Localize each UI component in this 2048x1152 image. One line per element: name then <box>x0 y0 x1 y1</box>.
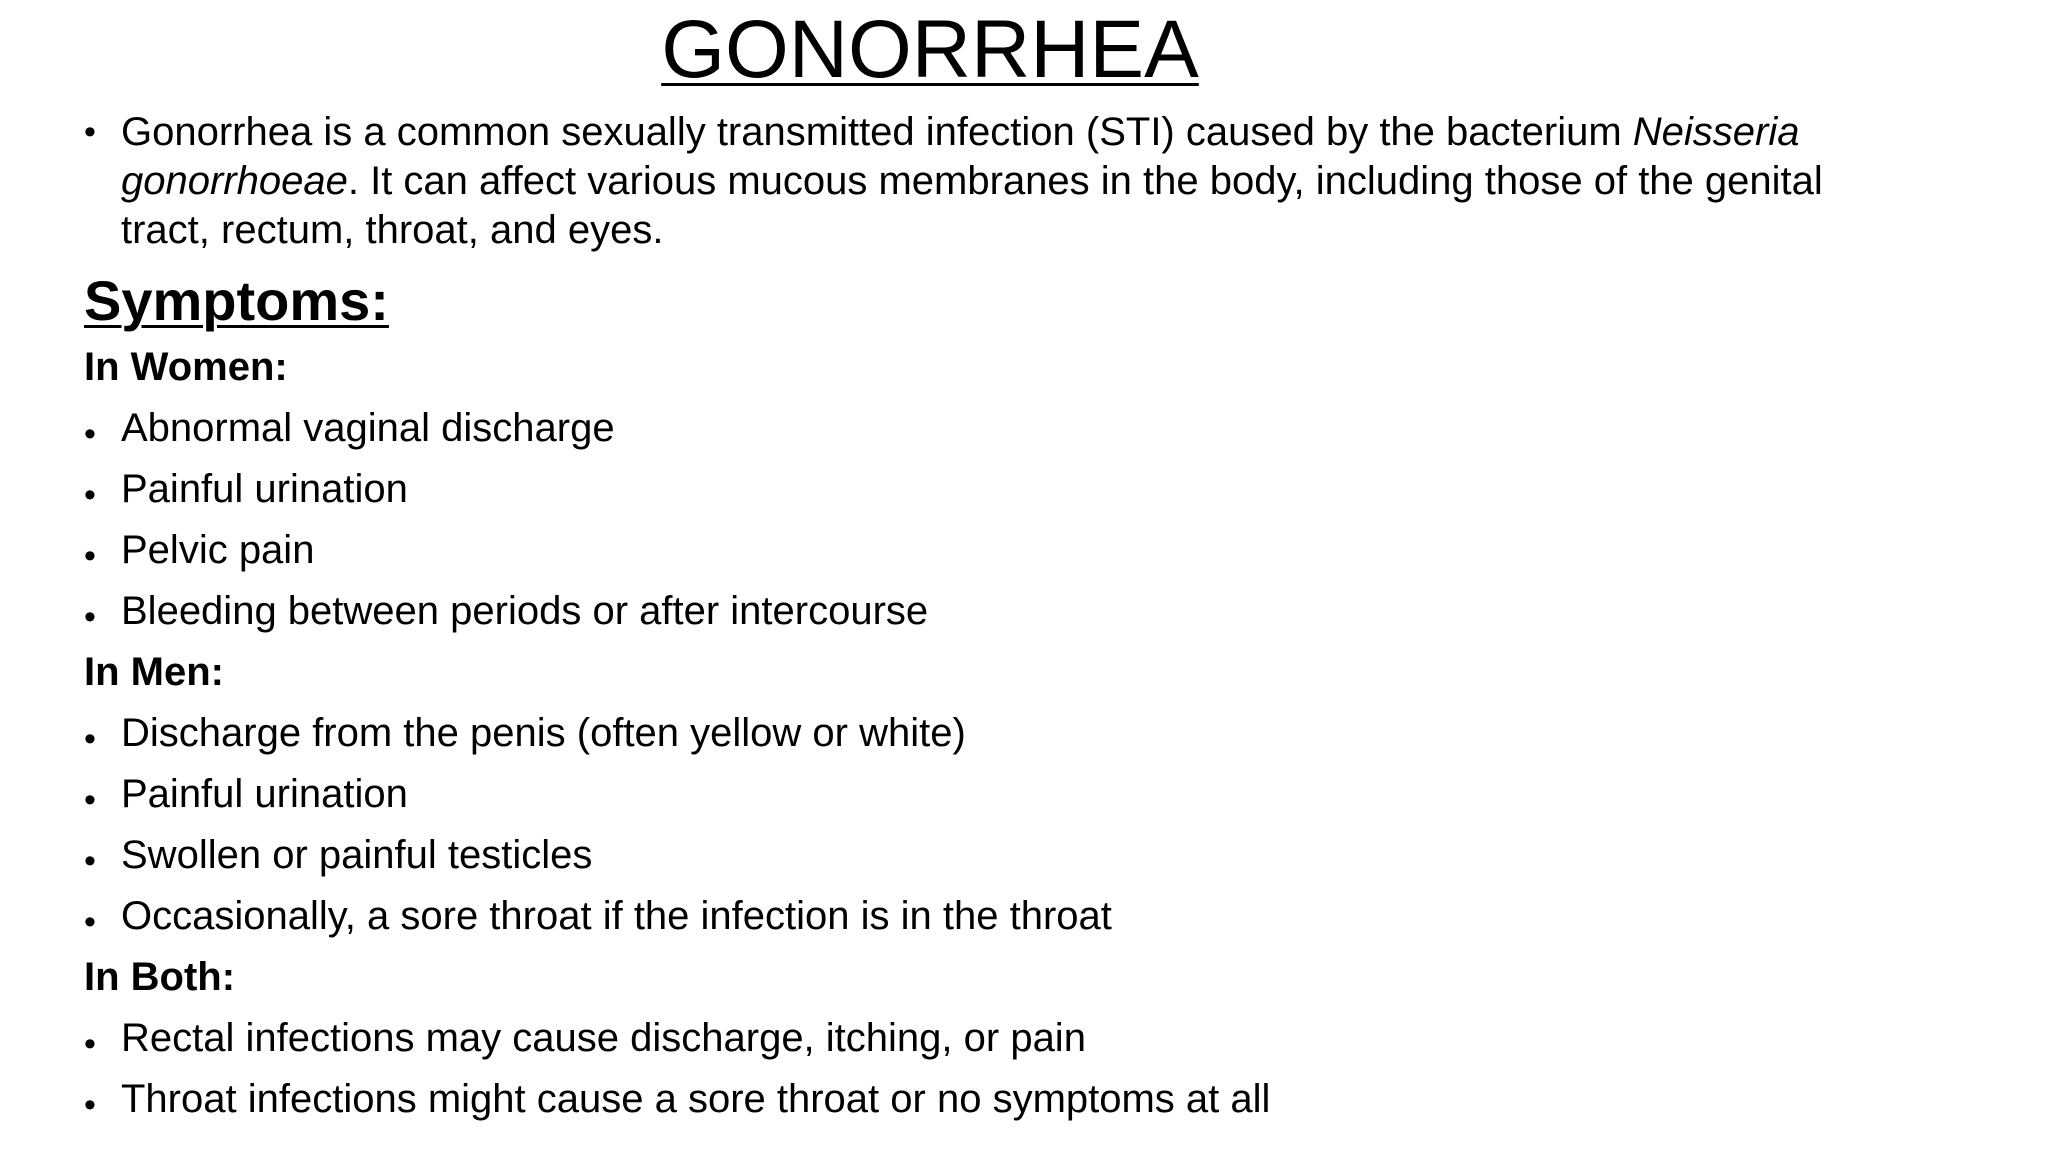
both-heading: In Both: <box>84 955 236 999</box>
intro-text-before: Gonorrhea is a common sexually transmitted infection (STI) caused by the bacterium <box>121 110 1633 154</box>
women-symptom-item: • Pelvic pain <box>84 520 1884 581</box>
men-symptom-item: • Swollen or painful testicles <box>84 825 1884 886</box>
symptoms-heading: Symptoms: <box>84 269 389 332</box>
women-symptom-item: • Painful urination <box>84 459 1884 520</box>
intro-italic-bacterium: Neisseria gonorrhoeae <box>121 110 1800 203</box>
women-symptom-item: • Bleeding between periods or after intercourse <box>84 581 1884 642</box>
men-symptom-item: • Occasionally, a sore throat if the infection is in the throat <box>84 886 1884 947</box>
men-heading: In Men: <box>84 650 224 694</box>
women-heading: In Women: <box>84 345 288 389</box>
intro-text-after: . It can affect various mucous membranes in the body, including those of the genital tract, rectum, throat, and eyes. <box>121 159 1823 252</box>
slide-title: GONORRHEA <box>661 4 1199 95</box>
intro-bullet <box>84 108 1884 255</box>
women-symptom-item: • Abnormal vaginal discharge <box>84 398 1884 459</box>
both-symptom-item: • Rectal infections may cause discharge, itching, or pain <box>84 1008 1884 1069</box>
slide-content <box>84 108 1884 1130</box>
men-symptom-item: • Painful urination <box>84 764 1884 825</box>
both-symptom-item: • Throat infections might cause a sore throat or no symptoms at all <box>84 1069 1884 1130</box>
men-symptom-item: • Discharge from the penis (often yellow or white) <box>84 703 1884 764</box>
